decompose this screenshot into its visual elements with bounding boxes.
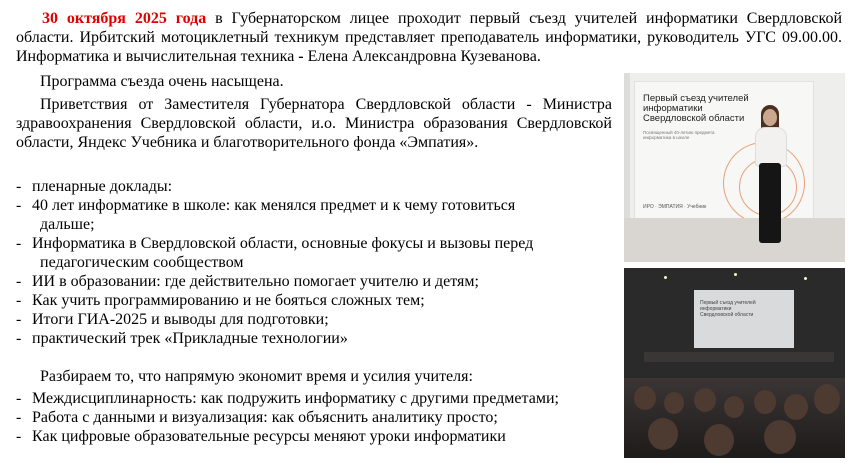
audience-head <box>724 396 744 418</box>
audience-head <box>784 394 808 420</box>
list-item-text: Итоги ГИА-2025 и выводы для подготовки; <box>32 311 329 328</box>
greetings-paragraph: Приветствия от Заместителя Губернатора Свердловской области - Министра здравоохранения Свердловской области, и.о. Министра образования Свердловской области, Яндекс Учебника и благотворительного фонда «Эмпатия». <box>16 96 612 151</box>
speaker-trousers <box>759 163 781 243</box>
list-item <box>16 177 614 196</box>
floor <box>624 218 845 262</box>
list-item-text: Как цифровые образовательные ресурсы меняют уроки информатики <box>32 428 506 445</box>
savings-note: Разбираем то, что напрямую экономит время и усилия учителя: <box>40 368 473 385</box>
audience-head <box>814 384 840 414</box>
list-item-continuation: дальше; <box>40 216 95 233</box>
banner-subtitle: Посвященный 40-летию предмета информатика в школе <box>643 130 715 140</box>
list-item-text: Междисциплинарность: как подружить информатику с другими предметами; <box>32 390 559 407</box>
list-bullet: - <box>16 330 22 347</box>
list-bullet: - <box>16 178 22 195</box>
audience-head <box>694 388 716 412</box>
list-item <box>16 329 614 348</box>
presentation-screen <box>694 290 794 348</box>
list-item <box>16 291 614 310</box>
list-item-text: Информатика в Свердловской области, основные фокусы и вызовы перед <box>32 235 534 252</box>
teacher-name: Елена Александровна Кузеванова. <box>303 48 541 65</box>
list-item <box>16 427 628 446</box>
speaker-blouse <box>755 127 787 167</box>
auditorium-photo <box>624 268 845 458</box>
list-item-text: практический трек «Прикладные технологии» <box>32 330 348 347</box>
list-item <box>16 408 628 427</box>
ceiling-light <box>804 277 807 280</box>
banner-logos: ИРО · ЭМПАТИЯ · Учебник <box>643 204 707 210</box>
list-bullet: - <box>16 197 22 214</box>
list-item-continuation: педагогическим сообществом <box>40 254 244 271</box>
speaker-photo <box>624 73 845 262</box>
list-item-text: 40 лет информатике в школе: как менялся предмет и к чему готовиться <box>32 197 516 214</box>
intro-paragraph <box>16 9 842 66</box>
stage <box>644 352 834 362</box>
intro-text: в Губернаторском лицее проходит первый съезд учителей информатики Свердловской области. Ирбитский мотоциклетный техникум представляет преподаватель информатики, руководитель УГС 09.00.00. Информатика и вычислительная техника <box>16 10 843 65</box>
list-item <box>16 389 628 408</box>
audience-head <box>634 386 656 410</box>
list-item-text: пленарные доклады: <box>32 178 173 195</box>
intro-dash: - <box>298 48 304 65</box>
list-bullet: - <box>16 235 22 252</box>
list-bullet: - <box>16 390 22 407</box>
program-note: Программа съезда очень насыщена. <box>40 73 284 90</box>
list-item-text: ИИ в образовании: где действительно помогает учителю и детям; <box>32 273 479 290</box>
list-item-text: Работа с данными и визуализация: как объяснить аналитику просто; <box>32 409 498 426</box>
list-bullet: - <box>16 428 22 445</box>
list-bullet: - <box>16 409 22 426</box>
audience-head <box>754 390 776 414</box>
audience-head <box>664 392 684 414</box>
audience-head <box>764 420 796 454</box>
list-item <box>16 310 614 329</box>
screen-title: Первый съезд учителей информатики Свердловской области <box>700 300 756 318</box>
agenda-list <box>16 177 614 348</box>
list-bullet: - <box>16 273 22 290</box>
event-date: 30 октября 2025 года <box>42 10 207 27</box>
list-item-text: Как учить программированию и не бояться сложных тем; <box>32 292 425 309</box>
ceiling-light <box>664 276 667 279</box>
list-item <box>16 196 614 234</box>
topics-list <box>16 389 628 446</box>
list-item <box>16 272 614 291</box>
audience-head <box>648 418 678 450</box>
banner-title: Первый съезд учителей информатики Свердловской области <box>643 93 749 124</box>
list-bullet: - <box>16 292 22 309</box>
list-bullet: - <box>16 311 22 328</box>
audience-head <box>704 424 734 456</box>
speaker-head <box>763 109 777 126</box>
list-item <box>16 234 614 272</box>
ceiling-light <box>734 273 737 276</box>
